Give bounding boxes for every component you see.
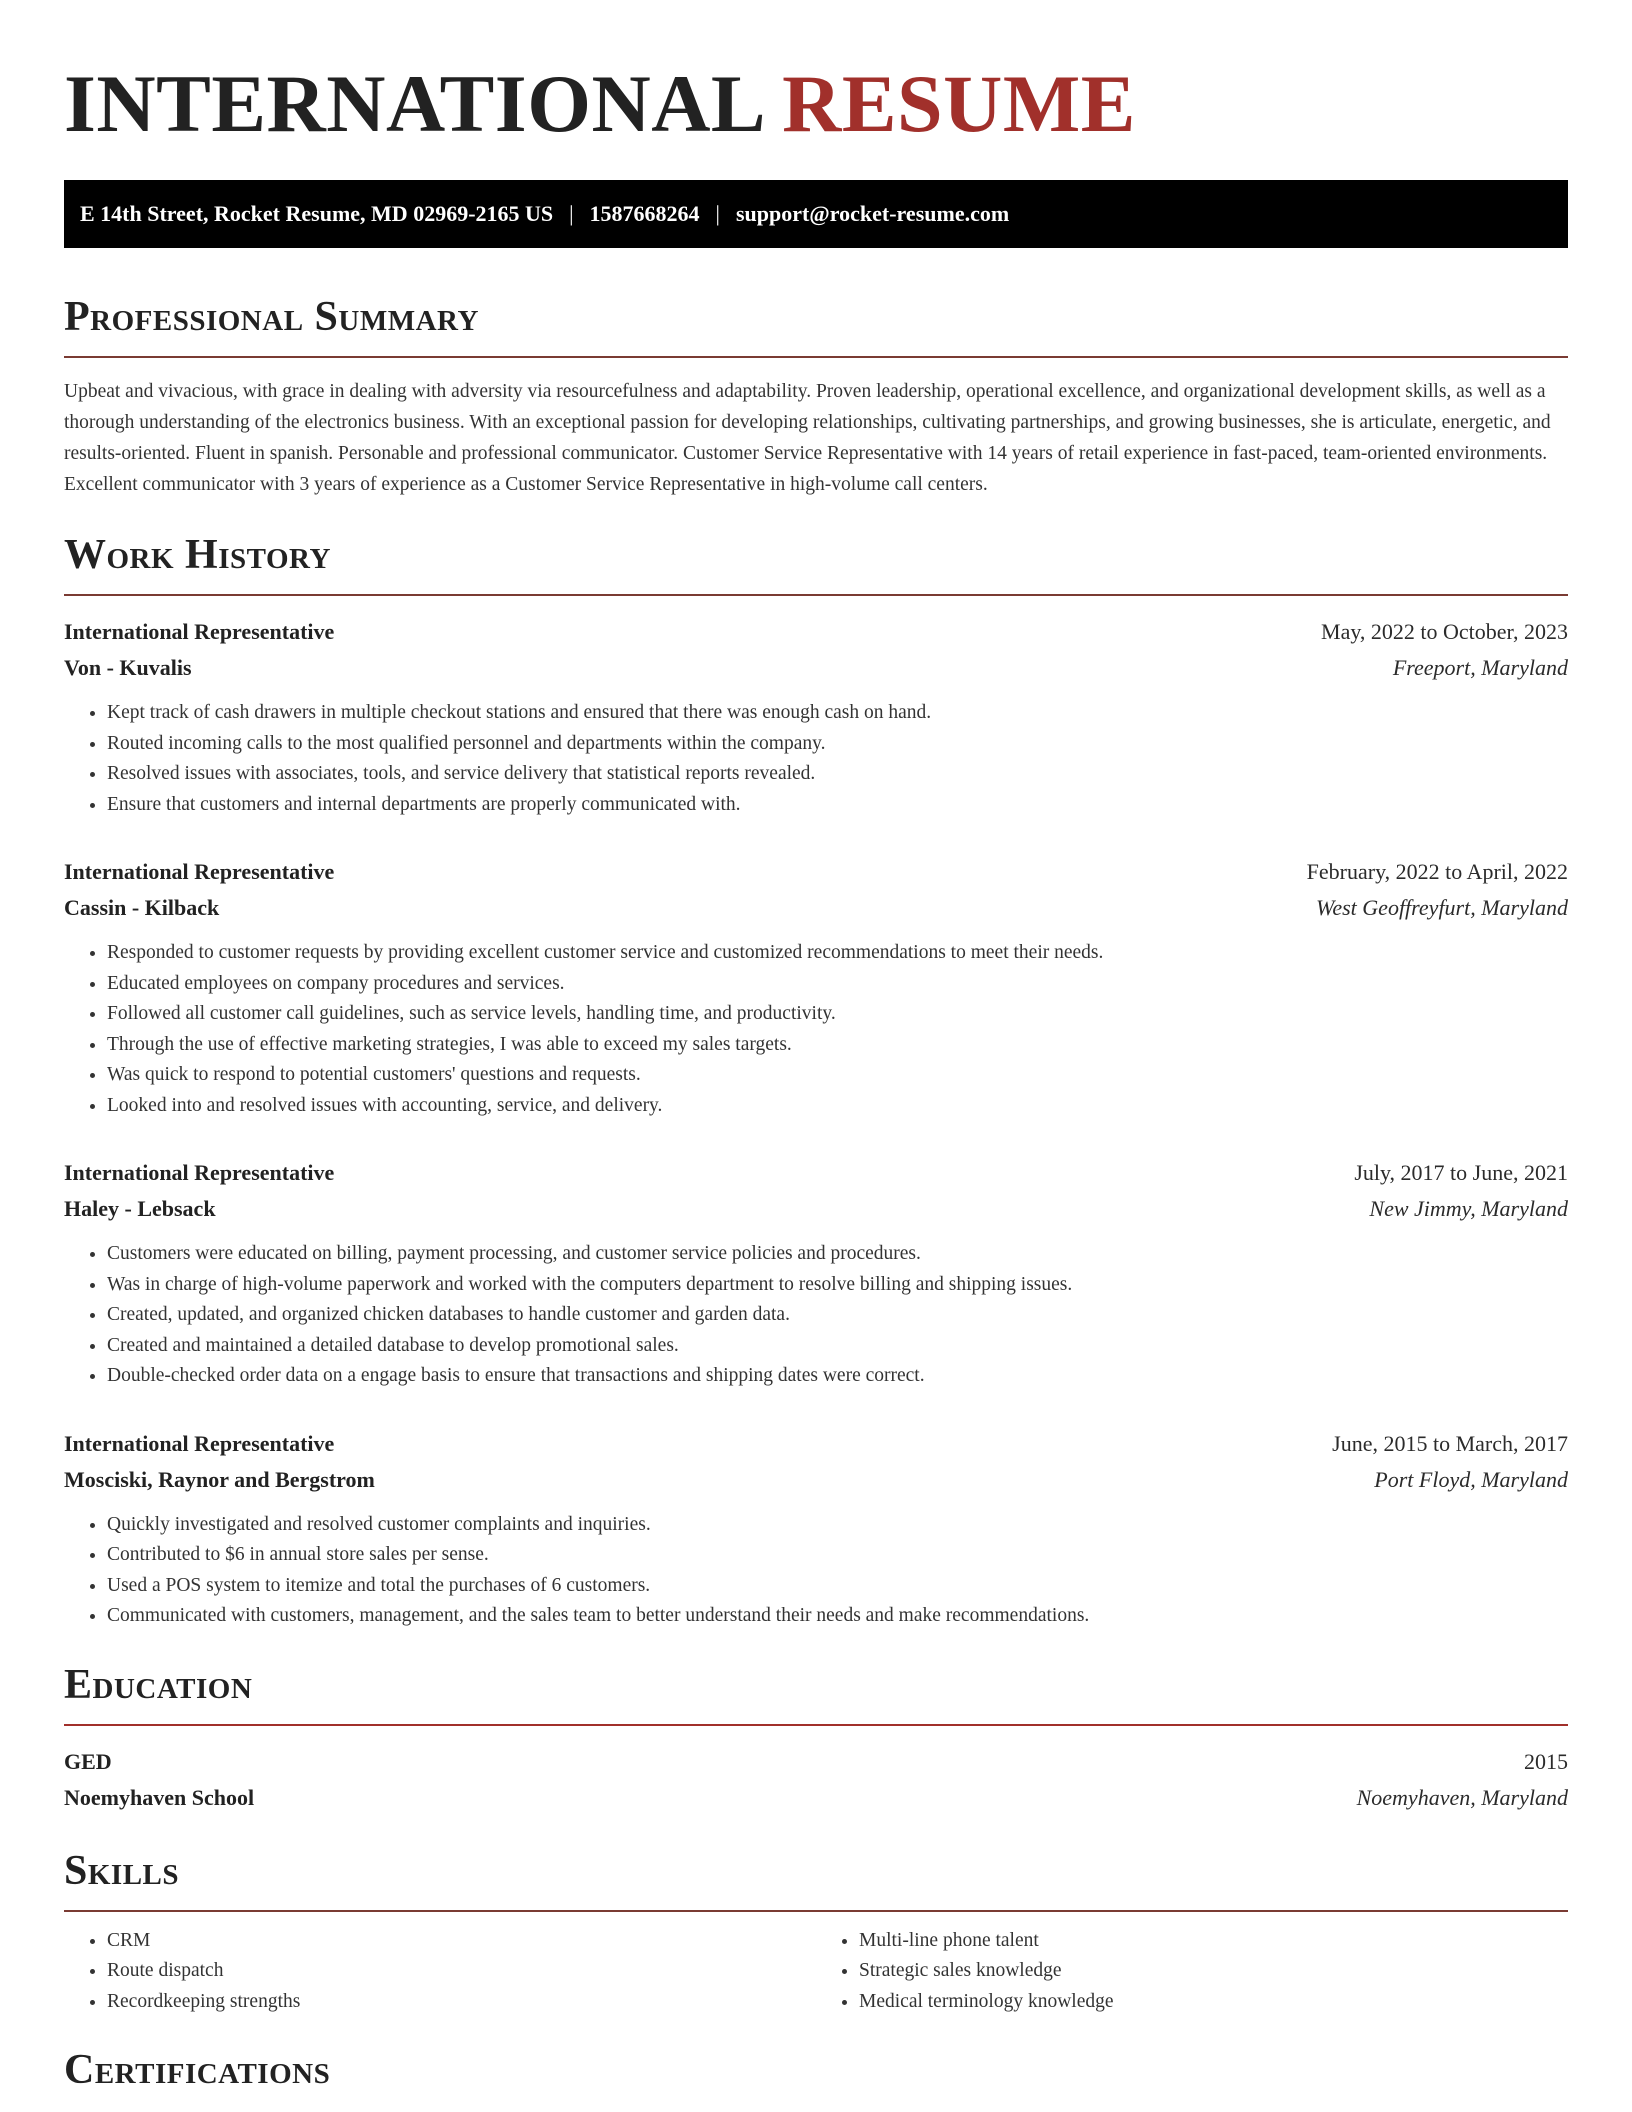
work-history-section [64, 530, 1568, 1632]
first-name: INTERNATIONAL [64, 58, 767, 149]
job-duty: • Looked into and resolved issues with accounting, service, and delivery. [107, 1091, 1568, 1122]
certifications-title: Certifications [64, 2047, 331, 2093]
job-duty: • Ensure that customers and internal departments are properly communicated with. [107, 790, 1568, 821]
skills-list-right [816, 1926, 1568, 2018]
work-history-title: Work History [64, 532, 331, 578]
job-duties [64, 698, 1568, 820]
job-location: Port Floyd, Maryland [1374, 1466, 1568, 1492]
education-section [64, 1660, 1568, 1816]
job-position: International Representative [64, 619, 335, 644]
section-divider [64, 1724, 1568, 1726]
summary-title: Professional Summary [64, 294, 479, 340]
job-dates: July, 2017 to June, 2021 [1354, 1160, 1568, 1185]
education-year: 2015 [1524, 1748, 1568, 1774]
education-title: Education [64, 1661, 253, 1708]
job-dates: May, 2022 to October, 2023 [1321, 619, 1568, 644]
job-dates: June, 2015 to March, 2017 [1332, 1430, 1568, 1456]
skill-item: • Strategic sales knowledge [859, 1956, 1568, 1987]
job-duty: • Communicated with customers, management, and the sales team to better understand their needs and make recommendations. [107, 1601, 1568, 1632]
job-entry [64, 1155, 1568, 1392]
job-company: Cassin - Kilback [64, 895, 220, 920]
job-company: Von - Kuvalis [64, 655, 192, 680]
job-company: Haley - Lebsack [64, 1196, 216, 1221]
job-duty: • Through the use of effective marketing strategies, I was able to exceed my sales targets. [107, 1030, 1568, 1061]
skill-item: • CRM [107, 1926, 816, 1957]
contact-separator: | [715, 201, 720, 226]
section-divider [64, 1910, 1568, 1912]
job-duty: • Contributed to $6 in annual store sales per sense. [107, 1540, 1568, 1571]
skills-section [64, 1846, 1568, 2018]
job-duty: • Customers were educated on billing, payment processing, and customer service policies and procedures. [107, 1239, 1568, 1270]
job-dates: February, 2022 to April, 2022 [1306, 859, 1568, 884]
job-duty: • Was quick to respond to potential customers' questions and requests. [107, 1060, 1568, 1091]
skill-item: • Recordkeeping strengths [107, 1987, 816, 2018]
education-degree: GED [64, 1748, 112, 1774]
job-position: International Representative [64, 1430, 335, 1456]
job-duty: • Was in charge of high-volume paperwork and worked with the computers department to resolve billing and shipping issues. [107, 1270, 1568, 1301]
job-duty: • Created and maintained a detailed database to develop promotional sales. [107, 1331, 1568, 1362]
job-position: International Representative [64, 1160, 335, 1185]
job-duty: • Kept track of cash drawers in multiple checkout stations and ensured that there was enough cash on hand. [107, 698, 1568, 729]
job-duty: • Created, updated, and organized chicken databases to handle customer and garden data. [107, 1300, 1568, 1331]
job-entry [64, 854, 1568, 1121]
job-duty: • Double-checked order data on a engage basis to ensure that transactions and shipping dates were correct. [107, 1361, 1568, 1392]
job-duty: • Used a POS system to itemize and total the purchases of 6 customers. [107, 1571, 1568, 1602]
job-duty: • Followed all customer call guidelines, such as service levels, handling time, and productivity. [107, 999, 1568, 1030]
job-entry [64, 1426, 1568, 1632]
job-location: West Geoffreyfurt, Maryland [1316, 895, 1568, 920]
resume-name [64, 56, 1568, 152]
job-location: New Jimmy, Maryland [1369, 1196, 1568, 1221]
summary-section [64, 292, 1568, 500]
address: E 14th Street, Rocket Resume, MD 02969-2165 US [80, 201, 554, 226]
last-name: RESUME [782, 58, 1136, 149]
job-duties [64, 938, 1568, 1121]
job-entry [64, 614, 1568, 820]
job-location: Freeport, Maryland [1392, 655, 1568, 680]
skills-list-left [64, 1926, 816, 2018]
skill-item: • Multi-line phone talent [859, 1926, 1568, 1957]
section-divider [64, 356, 1568, 358]
job-duties [64, 1239, 1568, 1392]
job-duty: • Educated employees on company procedures and services. [107, 969, 1568, 1000]
education-school: Noemyhaven School [64, 1784, 255, 1810]
education-location: Noemyhaven, Maryland [1356, 1784, 1568, 1810]
job-company: Mosciski, Raynor and Bergstrom [64, 1466, 375, 1492]
skills-title: Skills [64, 1847, 180, 1894]
job-duty: • Resolved issues with associates, tools, and service delivery that statistical reports revealed. [107, 759, 1568, 790]
job-duty: • Responded to customer requests by providing excellent customer service and customized recommendations to meet their needs. [107, 938, 1568, 969]
section-divider [64, 594, 1568, 596]
job-duty: • Quickly investigated and resolved customer complaints and inquiries. [107, 1510, 1568, 1541]
contact-bar [64, 180, 1568, 248]
certifications-section [64, 2045, 1568, 2095]
skill-item: • Medical terminology knowledge [859, 1987, 1568, 2018]
phone: 1587668264 [589, 201, 700, 226]
email: support@rocket-resume.com [735, 201, 1010, 226]
contact-separator: | [569, 201, 574, 226]
job-position: International Representative [64, 859, 335, 884]
summary-text: Upbeat and vivacious, with grace in dealing with adversity via resourcefulness and adaptability. Proven leadership, operational excellence, and organizational development skills, as well as a thorough understanding of the electronics business. With an exceptional passion for developing relationships, cultivating partnerships, and growing businesses, she is articulate, energetic, and results-oriented. Fluent in spanish. Personable and professional communicator. Customer Service Representative with 14 years of retail experience in fast-paced, team-oriented environments. Excellent communicator with 3 years of experience as a Customer Service Representative in high-volume call centers. [64, 381, 1551, 495]
skill-item: • Route dispatch [107, 1956, 816, 1987]
job-duties [64, 1510, 1568, 1632]
job-duty: • Routed incoming calls to the most qualified personnel and departments within the company. [107, 729, 1568, 760]
